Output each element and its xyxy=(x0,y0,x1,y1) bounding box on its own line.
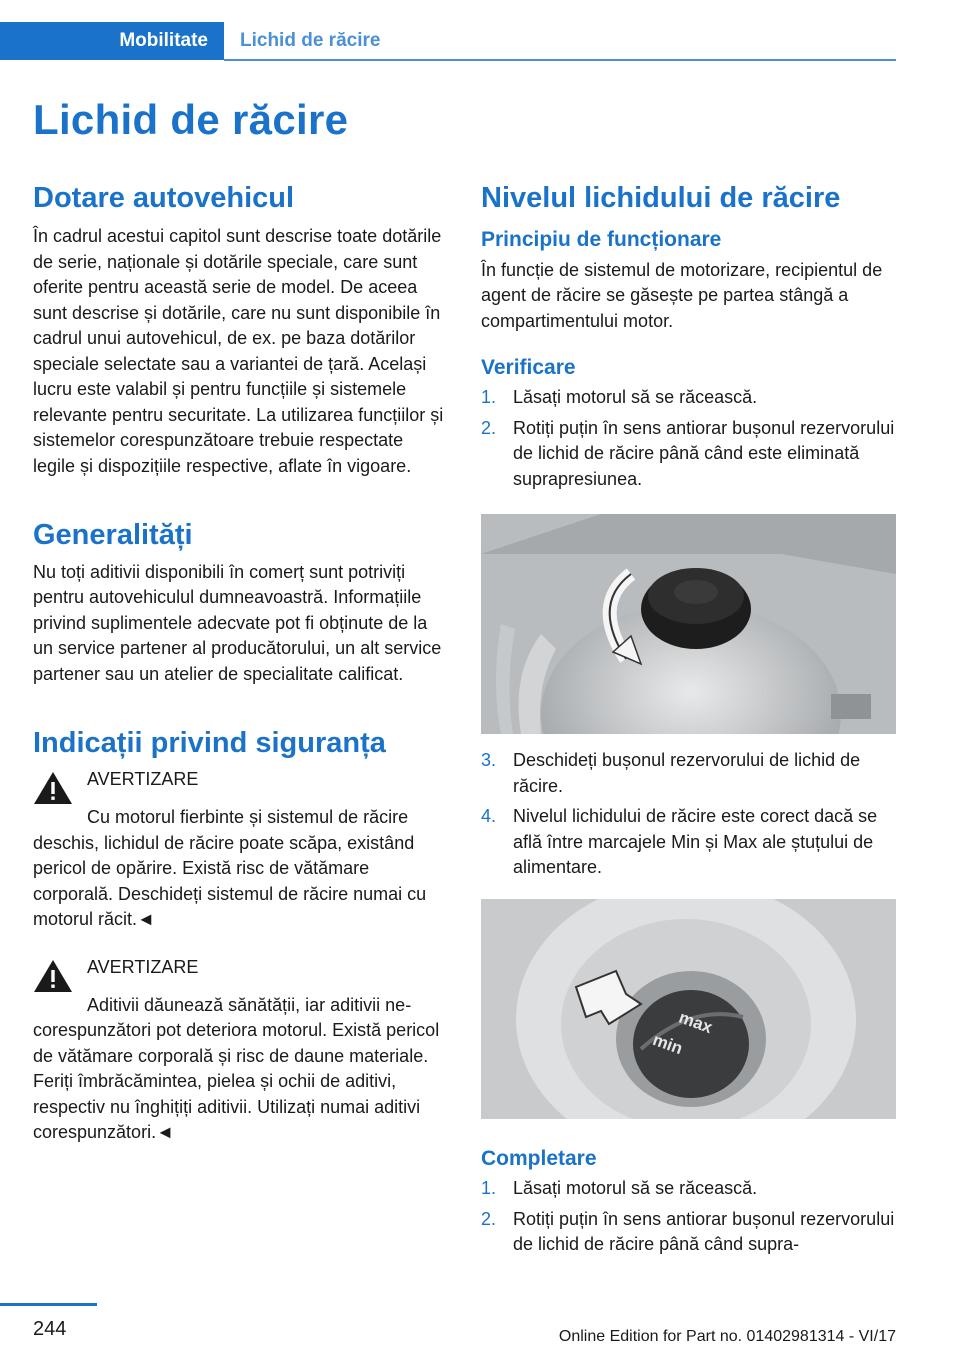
check-steps-list xyxy=(481,385,896,492)
warning-triangle-icon xyxy=(33,959,73,993)
warning-1-text: Cu motorul fierbinte și sistemul de răcire deschis, lichidul de răcire poate scăpa, existând pericol de opărire. Există risc de vătămare corporală. Deschideți sistemul de răcire numai cu motorul răcit.◄ xyxy=(33,807,427,930)
heading-verificare: Verificare xyxy=(481,356,576,380)
text-dotare: În cadrul acestui capitol sunt descrise toate dotările de serie, naționale și dotările speciale, care sunt oferite pentru această serie de model. De aceea sunt descrise și dotările, care nu sunt disponibile în cadrul unui autovehicul, de ex. pe baza dotărilor speciale selectate sau a variantei de țară. Același lucru este valabil și pentru funcțiile și sistemele relevante pentru securitate. La utilizarea funcțiilor și sistemelor corespunzătoare trebuie respectate legile și dispozițiile respective, aflate în vigoare. xyxy=(33,226,444,476)
left-column xyxy=(33,180,448,1146)
edition-note: Online Edition for Part no. 01402981314 - VI/17 xyxy=(558,1328,896,1345)
photo-filler-neck-marks xyxy=(481,899,896,1119)
list-item: 2. Rotiți puțin în sens antiorar bușonul rezervorului de lichid de răcire până când este eliminată suprapresiunea. xyxy=(481,417,895,489)
tab-mobilitate[interactable]: Mobilitate xyxy=(0,22,224,60)
photo-cap-rotation xyxy=(481,514,896,734)
label-min: min xyxy=(650,1029,686,1059)
heading-siguranta: Indicații privind siguranța xyxy=(33,727,386,759)
label-max: max xyxy=(676,1007,715,1037)
coolant-cap-illustration xyxy=(481,514,896,734)
warning-1-title: AVERTIZARE xyxy=(87,769,199,790)
header-tabs xyxy=(0,22,896,62)
list-item: 1. Lăsați motorul să se răcească. xyxy=(481,1178,758,1199)
warning-triangle-icon xyxy=(33,771,73,805)
check-steps-list-continued xyxy=(481,748,896,881)
warning-2-text: Aditivii dăunează sănătății, iar aditivii necorespunzători pot deteriora motorul. Există pericol de vătămare corporală și risc de daune materiale. Feriți îmbrăcămintea, pielea și ochii de aditivi, respectiv nu înghițiți aditivii. Utilizați numai aditivi corespunzători.◄ xyxy=(33,994,440,1143)
list-item: 2. Rotiți puțin în sens antiorar bușonul rezervorului de lichid de răcire până când supra- xyxy=(481,1208,895,1255)
fill-steps-list xyxy=(481,1176,896,1258)
right-column xyxy=(481,180,896,1258)
text-generalitati: Nu toți aditivii disponibili în comerț sunt potriviți pentru autovehiculul dumneavoastră. Informațiile privind suplimentele adecvate pot fi obținute de la un service partener al producătorului, un alt service partener sau un atelier de specialitate calificat. xyxy=(33,561,442,684)
text-principiu: În funcție de sistemul de motorizare, recipientul de agent de răcire se găsește pe partea stângă a compartimentului motor. xyxy=(481,259,883,331)
page-number: 244 xyxy=(33,1318,67,1340)
warning-2 xyxy=(33,955,448,1146)
filler-neck-illustration xyxy=(481,899,896,1119)
heading-nivelul: Nivelul lichidului de răcire xyxy=(481,182,841,214)
tab-lichid-de-racire[interactable]: Lichid de răcire xyxy=(240,30,381,51)
heading-principiu: Principiu de funcționare xyxy=(481,228,722,252)
heading-dotare: Dotare autovehicul xyxy=(33,182,295,214)
list-item: 1. Lăsați motorul să se răcească. xyxy=(481,387,758,408)
page-title: Lichid de răcire xyxy=(33,96,349,143)
list-item: 3. Deschideți bușonul rezervorului de lichid de răcire. xyxy=(481,750,861,796)
warning-2-title: AVERTIZARE xyxy=(87,956,199,977)
heading-completare: Completare xyxy=(481,1146,597,1170)
warning-1 xyxy=(33,767,448,933)
footer-rule xyxy=(0,1303,97,1306)
list-item: 4. Nivelul lichidului de răcire este corect dacă se află între marcajele Min și Max ale ștuțului de alimentare. xyxy=(481,806,878,878)
heading-generalitati: Generalități xyxy=(33,519,193,552)
tab-underline xyxy=(224,59,896,61)
